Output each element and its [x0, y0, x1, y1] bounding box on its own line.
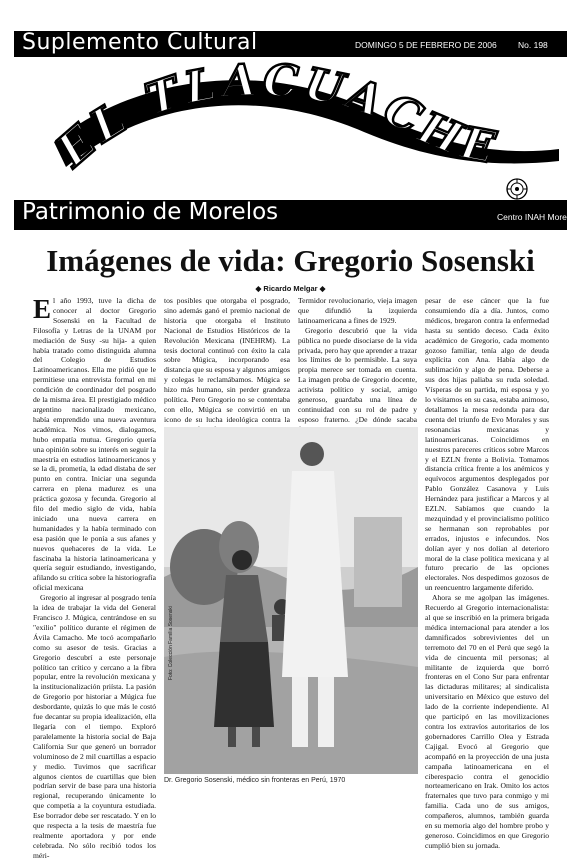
photo-caption: Dr. Gregorio Sosenski, médico sin fronteras en Perú, 1970 — [164, 777, 346, 784]
masthead-logo — [14, 57, 567, 200]
drop-cap: E — [33, 294, 52, 324]
article-column-2 — [164, 296, 290, 424]
article-column-3 — [298, 296, 417, 424]
article-column-1 — [33, 294, 156, 860]
article-photo — [164, 427, 418, 774]
issue-number: No. 198 — [518, 40, 548, 50]
issue-date: DOMINGO 5 DE FEBRERO DE 2006 — [355, 40, 497, 50]
article-byline: ◆ Ricardo Melgar ◆ — [255, 284, 326, 293]
paragraph: Gregorio al ingresar al posgrado tenía la idea de trabajar la vida del General Francisco J. Múgica, centrándose en su "exilio" político durante el régimen de Ávila Camacho. Me tocó acompañarlo como su asesor de tesis. Gracias a Gregorio descubrí a este personaje político tan crítico y cercano a la fibra popular, entre la revolución mexicana y la institucionalización priísta. La pasión de Gregorio por historiar a Múgica fue desbordante, quizás lo que más le costó fue decantar su propia idealización, ella llegaría con el tiempo. Exploró paralelamente la historia social de Baja California Sur que generó un borrador voluminoso de 2 mil cuartillas a espacio y medio. Tuvimos que sacrificar algunos cientos de cuartillas que bien podrían servir de base para una historia regional, recuperando únicamente lo que competía a la coyuntura estudiada. Ese borrador debe ser rescatado. Y en lo que respecta a la tesis de maestría fue realmente aportadora y por ende celebrada. No sólo recibió todos los méri- — [33, 593, 156, 860]
inah-logo-icon — [506, 178, 528, 200]
paragraph: pesar de ese cáncer que la fue consumiendo día a día. Juntos, como médicos, bregaron contra la enfermedad hasta su sentido deceso. Cada éxito académico de Gregorio, cada momento gozoso familiar, tenía algo de deuda explícita con Ana. Había algo de sublimación y algo de pena. Deberse a sus dos hijas paliaba su ruda soledad. Vísperas de su partida, mi esposa y yo lo visitamos en su casa, estaba animoso, detallamos la mesa redonda para dar cuenta del triunfo de Evo Morales y sus resonancias mexicanas y latinoamericanas. Coincidimos en nuestros pareceres críticos sobre Marcos y el EZLN frente a Bolivia. Tomamos distancia crítica frente a los anémicos y equívocos argumentos desplegados por Pablo González Casanova y Luis Hernández para justificar a Marcos y al EZLN. Sabíamos que cuando la mezquindad y el provincialismo político se hermanan son reprobables por errados, injustos e infecundos. Nos dolían ayer y nos dolían al deterioro moral de la clase política mexicana y al futuro precario de las opciones electorales. Nos despedimos gozosos de un reencuentro largamente diferido. — [425, 296, 549, 593]
masthead-title: EL TLACUACHE — [47, 57, 504, 177]
paragraph: Gregorio descubrió que la vida pública no puede disociarse de la vida privada, pero hay que aprender a trazar los límites de lo permisible. La suya propia merece ser tomada en cuenta. La imagen proba de Gregorio docente, activista político y social, amigo generoso, guardaba una línea de continuidad con su rol de padre y esposo fraterno. ¿De dónde sacaba — [298, 325, 417, 424]
paragraph: Termidor revolucionario, vieja imagen que difundió la izquierda latinoamericana a fines de 1929. — [298, 296, 417, 325]
paragraph: tos posibles que otorgaba el posgrado, sino además ganó el premio nacional de historia que otorgaba el Instituto Nacional de Estudios Históricos de la Revolución Mexicana (INEHRM). La tesis doctoral continuó con éxito la cala sobre Múgica, incorporando esa distancia que su esposa y algunos amigos y colegas le reclamábamos. Múgica se hizo más humano, sin perder grandeza política. Pero Gregorio no se contentaba con ello, Múgica se convirtió en un icono de su lucha ideológica contra la — [164, 296, 290, 424]
paragraph: Ahora se me agolpan las imágenes. Recuerdo al Gregorio internacionalista: al que se inscribió en la primera brigada médica internacional para atender a los damnificados sobrevivientes del un terremoto del 70 en el Perú que segó la vida de cincuenta mil personas; al militante de izquierda que borró fronteras en el Cono Sur para enfrentar las dictaduras militares; al sindicalista universitario en México que estuvo del lado de la corriente independiente. Al que participó en las movilizaciones contra los extravíos autoritarios de los gobernadores Carrillo Olea y Estrada Cajigal. Evocó al Gregorio que acompañó en la proyección de una justa campaña latinoamericana en el ciberespacio contra el genocidio norteamericano en Irak. Omito los actos fraternales que tuvo para conmigo y mi familia. Cada uno de sus amigos, compañeros, alumnos, también guarda en su memoria algo del hombre probo y generoso. Coincidimos en que Gregorio cumplió bien su jornada. — [425, 593, 549, 850]
paragraph: l año 1993, tuve la dicha de conocer al doctor Gregorio Sosenski en la Facultad de Filosofía y Letras de la UNAM por mediación de Susy -su hija- a quien había tratado como distinguida alumna del Colegio de Estudios Latinoamericanos. Ella me pidió que le permitiese una entrevista formal en mi condición de coordinador del posgrado de la misma área. El prestigiado médico argentino nacionalizado mexicano, había emprendido una nueva aventura académica. Nos vimos, dialogamos, hubo empatía mutua. Gregorio quería una opinión sobre su interés en seguir la maestría en estudios latinoamericanos y se la di, prometía, la edad distaba de ser punto en contra. Iniciar una segunda carrera en plena madurez es una práctica gozosa y fecunda. Gregorio al filo del medio siglo de vida, había iniciado una nueva carrera en humanidades y la había terminado con esa pasión que le ponía a sus afanes y nuevos quehaceres de la vida. Le fascinaba la historia latinoamericana y quería seguir estudiando, investigando, afilando su crítica sobre la historiografía oficial mexicana — [33, 296, 156, 593]
supplement-title: Suplemento Cultural — [22, 30, 258, 55]
article-column-4 — [425, 296, 549, 850]
masthead-subtitle: Patrimonio de Morelos — [22, 199, 279, 225]
article-headline: Imágenes de vida: Gregorio Sosenski — [46, 243, 535, 278]
publisher-name: Centro INAH Morelos — [497, 212, 578, 222]
photo-credit: Foto: Colección Familia Sosenski — [168, 606, 174, 680]
